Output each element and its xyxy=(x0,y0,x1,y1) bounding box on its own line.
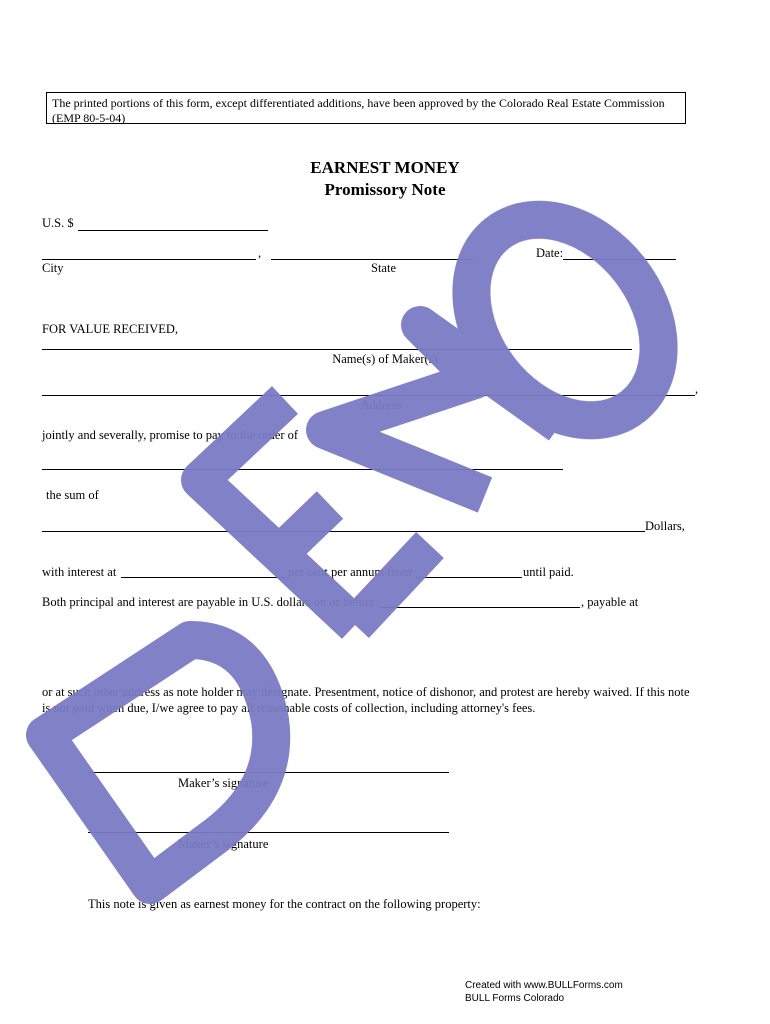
amount-label: U.S. $ xyxy=(42,216,74,230)
waiver-paragraph: or at such other address as note holder may designate. Presentment, notice of dishonor, and protest are hereby waived. If this note is not paid when due, I/we agree to pay all reasonable costs of collection, including attorney's fees. xyxy=(42,685,690,715)
makers-label: Name(s) of Maker(s) xyxy=(332,352,438,366)
signature-label-1: Maker’s signature xyxy=(178,776,269,790)
interest-mid-text: per cent per annum from xyxy=(288,565,412,579)
interest-from-field[interactable] xyxy=(416,577,522,578)
amount-field[interactable] xyxy=(78,230,268,231)
city-field[interactable] xyxy=(42,259,256,260)
approval-notice: The printed portions of this form, except differentiated additions, have been approved by the Colorado Real Estate Commission (EMP 80-5-04) xyxy=(46,92,686,124)
makers-name-field[interactable] xyxy=(42,349,632,350)
interest-rate-field[interactable] xyxy=(121,577,285,578)
signature-label-2: Maker’s signature xyxy=(178,837,269,851)
signature-line-2[interactable] xyxy=(88,832,449,833)
sum-field[interactable] xyxy=(42,531,645,532)
watermark-letter-o xyxy=(433,183,698,457)
address-label: Address xyxy=(360,398,402,412)
date-field[interactable] xyxy=(563,259,676,260)
form-subtitle: Promissory Note xyxy=(324,180,446,199)
jointly-text: jointly and severally, promise to pay to the order of xyxy=(42,428,299,442)
footer-created-with: Created with www.BULLForms.com xyxy=(465,980,623,991)
signature-line-1[interactable] xyxy=(88,772,449,773)
payable-date-field[interactable] xyxy=(380,607,580,608)
payable-pre-text: Both principal and interest are payable in U.S. dollars on or before xyxy=(42,595,375,609)
payable-post-text: , payable at xyxy=(581,595,639,609)
payee-field[interactable] xyxy=(42,469,563,470)
interest-pre-text: with interest at xyxy=(42,565,117,579)
interest-post-text: until paid. xyxy=(523,565,574,579)
form-title: EARNEST MONEY xyxy=(310,158,460,177)
state-label: State xyxy=(371,261,396,275)
earnest-money-note: This note is given as earnest money for the contract on the following property: xyxy=(88,897,481,911)
city-comma: , xyxy=(258,246,262,260)
dollars-text: Dollars, xyxy=(645,519,685,533)
for-value-received: FOR VALUE RECEIVED, xyxy=(42,322,179,336)
date-label: Date: xyxy=(536,246,564,260)
address-comma: , xyxy=(695,382,699,396)
address-field[interactable] xyxy=(42,395,695,396)
city-label: City xyxy=(42,261,64,275)
state-field[interactable] xyxy=(271,259,473,260)
demo-watermark-letters xyxy=(45,183,697,885)
footer-brand: BULL Forms Colorado xyxy=(465,993,565,1004)
sum-of-text: the sum of xyxy=(46,488,99,502)
